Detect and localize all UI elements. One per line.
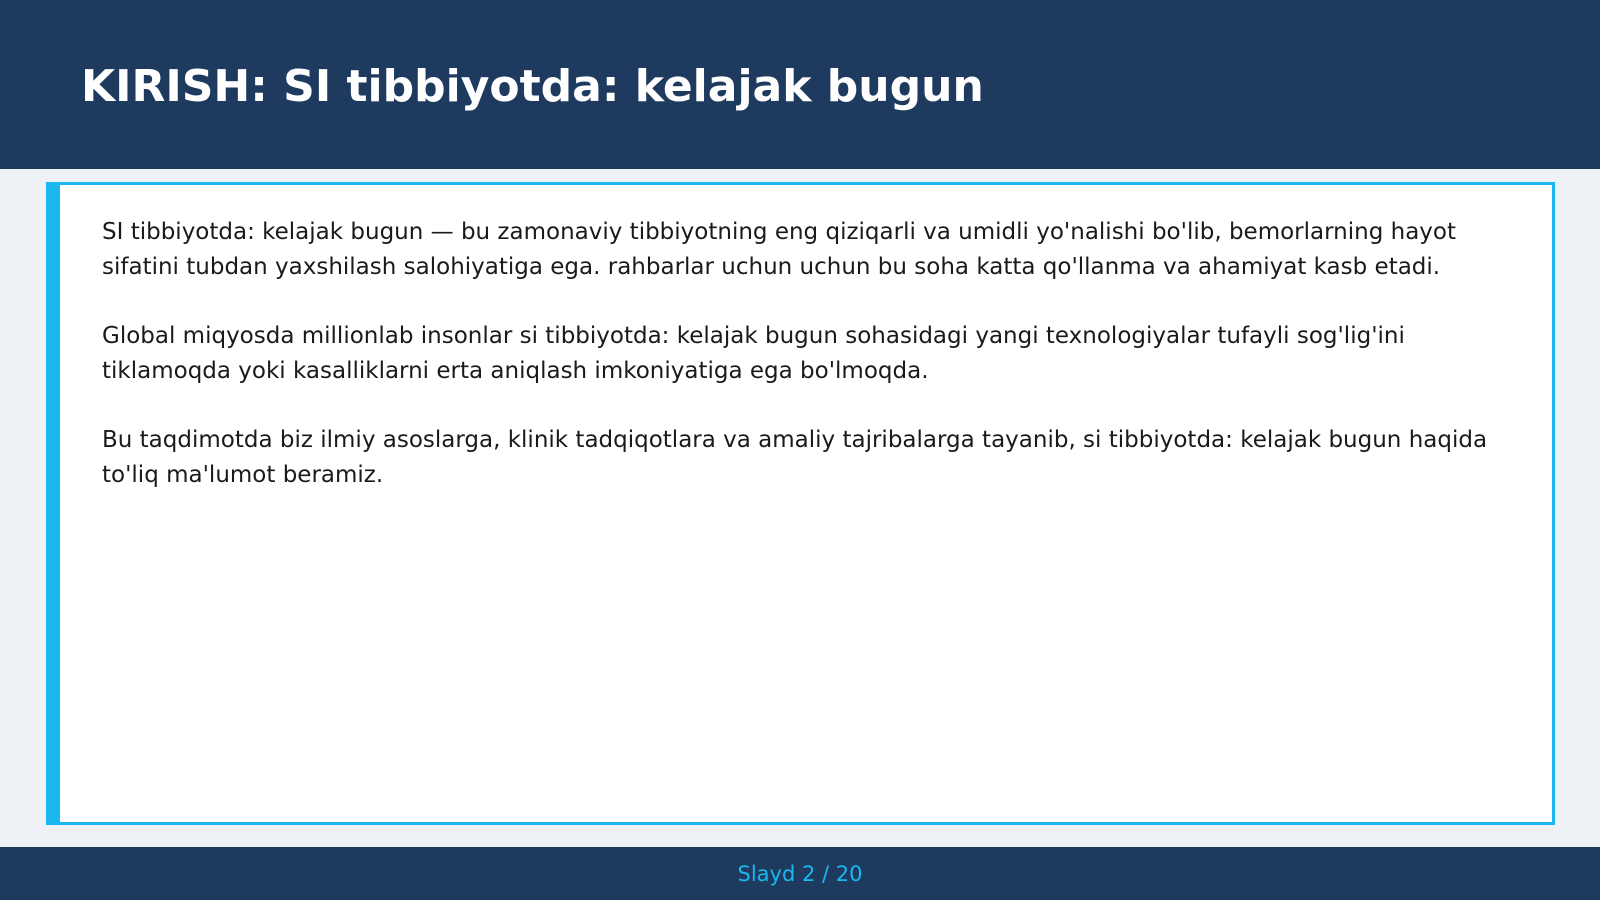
slide-footer bbox=[0, 847, 1600, 900]
paragraph-intro: SI tibbiyotda: kelajak bugun — bu zamonaviy tibbiyotning eng qiziqarli va umidli yo'nalishi bo'lib, bemorlarning hayot sifatini tubdan yaxshilash salohiyatiga ega. rahbarlar uchun uchun bu soha katta qo'llanma va ahamiyat kasb etadi. bbox=[102, 219, 1457, 280]
paragraph-presentation: Bu taqdimotda biz ilmiy asoslarga, klinik tadqiqotlara va amaliy tajribalarga tayanib, si tibbiyotda: kelajak bugun haqida to'liq ma'lumot beramiz. bbox=[102, 427, 1488, 488]
slide-header bbox=[0, 0, 1600, 169]
content-card bbox=[46, 182, 1555, 825]
content-body bbox=[102, 215, 1522, 527]
paragraph-global: Global miqyosda millionlab insonlar si tibbiyotda: kelajak bugun sohasidagi yangi texnologiyalar tufayli sog'lig'ini tiklamoqda yoki kasalliklarni erta aniqlash imkoniyatiga ega bo'lmoqda. bbox=[102, 323, 1405, 384]
slide-number: Slayd 2 / 20 bbox=[737, 861, 863, 886]
slide-title: KIRISH: SI tibbiyotda: kelajak bugun bbox=[81, 61, 984, 112]
